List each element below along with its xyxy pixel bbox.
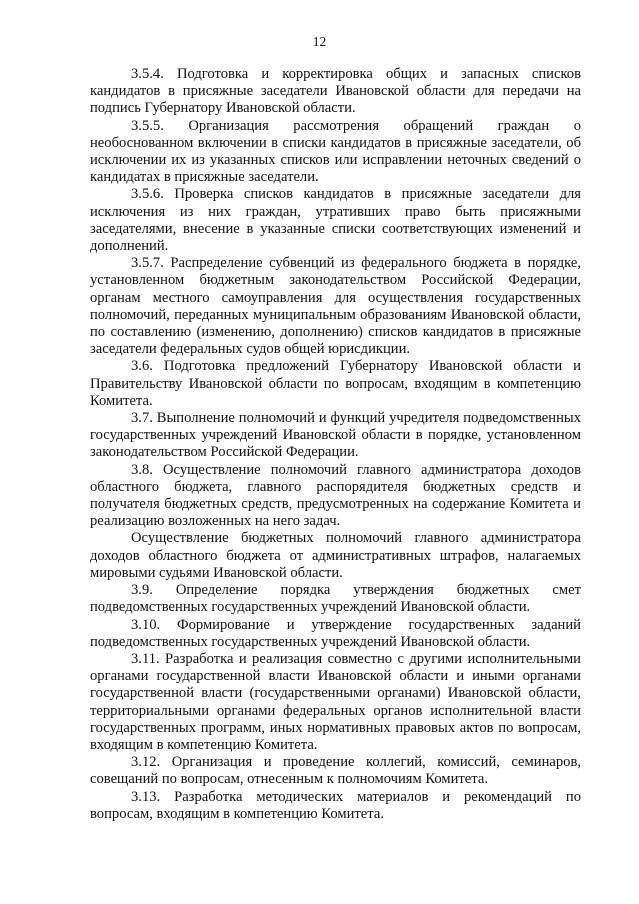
- paragraph-3-13: 3.13. Разработка методических материалов и рекомендаций по вопросам, входящим в компетенцию Комитета.: [90, 788, 581, 822]
- document-body: [90, 66, 581, 823]
- paragraph-3-7: 3.7. Выполнение полномочий и функций учредителя подведомственных государственных учреждений Ивановской области в порядке, установленном законодательством Российской Федерации.: [90, 410, 581, 461]
- paragraph-3-10: 3.10. Формирование и утверждение государственных заданий подведомственных государственных учреждений Ивановской области.: [90, 616, 581, 650]
- paragraph-3-8-continuation: Осуществление бюджетных полномочий главного администратора доходов областного бюджета от административных штрафов, налагаемых мировыми судьями Ивановской области.: [90, 530, 581, 581]
- paragraph-3-12: 3.12. Организация и проведение коллегий, комиссий, семинаров, совещаний по вопросам, отнесенным к полномочиям Комитета.: [90, 754, 581, 788]
- paragraph-3-8: 3.8. Осуществление полномочий главного администратора доходов областного бюджета, главного распорядителя бюджетных средств и получателя бюджетных средств, предусмотренных на содержание Комитета и реализацию возложенных на него задач.: [90, 461, 581, 530]
- paragraph-3-5-4: 3.5.4. Подготовка и корректировка общих и запасных списков кандидатов в присяжные заседатели Ивановской области для передачи на подпись Губернатору Ивановской области.: [90, 66, 581, 117]
- paragraph-3-6: 3.6. Подготовка предложений Губернатору Ивановской области и Правительству Ивановской области по вопросам, входящим в компетенцию Комитета.: [90, 358, 581, 409]
- page-number: 12: [312, 34, 327, 49]
- paragraph-3-5-5: 3.5.5. Организация рассмотрения обращений граждан о необоснованном включении в списки кандидатов в присяжные заседатели, об исключении их из указанных списков или исправлении неточных сведений о кандидатах в присяжные заседатели.: [90, 117, 581, 186]
- paragraph-3-11: 3.11. Разработка и реализация совместно с другими исполнительными органами государственной власти Ивановской области и иными органами государственной власти (государственными органами) Ивановской области, территориальными органами федеральных органов исполнительной власти государственных программ, иных нормативных правовых актов по вопросам, входящим в компетенцию Комитета.: [90, 650, 581, 753]
- paragraph-3-9: 3.9. Определение порядка утверждения бюджетных смет подведомственных государственных учреждений Ивановской области.: [90, 582, 581, 616]
- paragraph-3-5-6: 3.5.6. Проверка списков кандидатов в присяжные заседатели для исключения из них граждан, утративших право быть присяжными заседателями, внесение в указанные списки соответствующих изменений и дополнений.: [90, 186, 581, 255]
- paragraph-3-5-7: 3.5.7. Распределение субвенций из федерального бюджета в порядке, установленном бюджетным законодательством Российской Федерации, органам местного самоуправления для осуществления государственных полномочий, переданных муниципальным образованиям Ивановской области, по составлению (изменению, дополнению) списков кандидатов в присяжные заседатели федеральных судов общей юрисдикции.: [90, 255, 581, 358]
